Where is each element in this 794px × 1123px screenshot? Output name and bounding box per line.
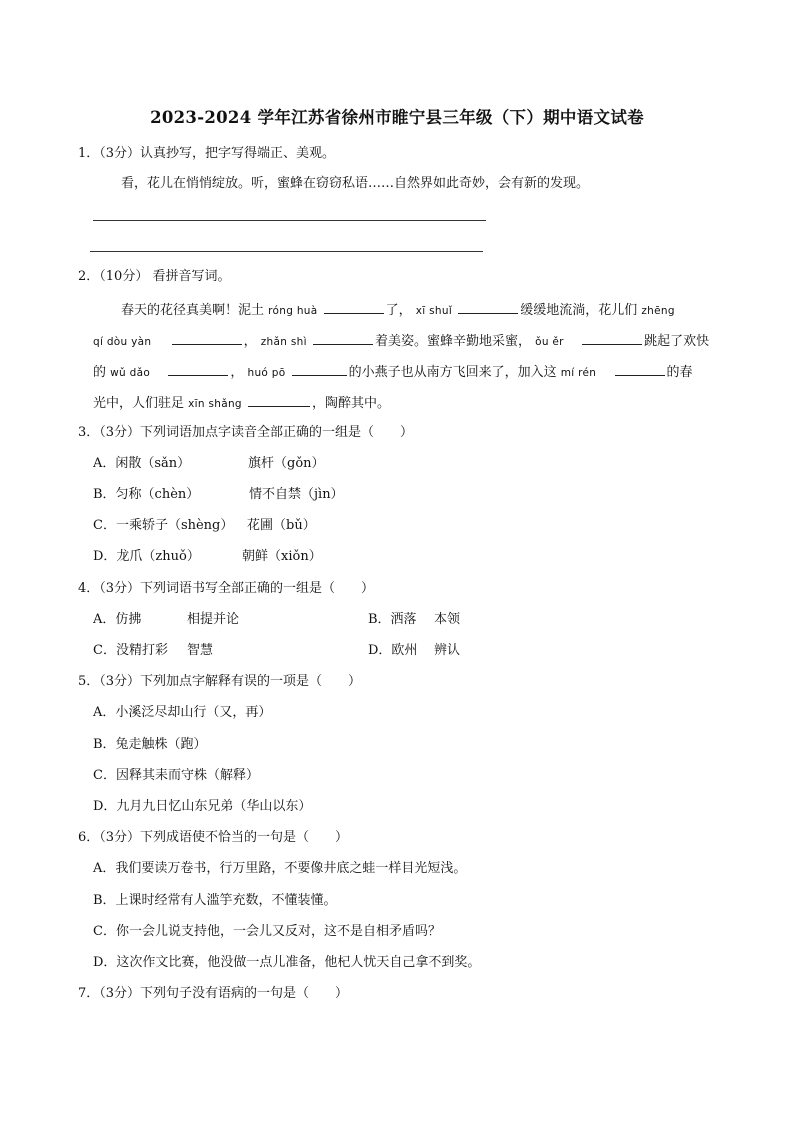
q6-stem: 6．（3分）下列成语使不恰当的一句是（ ） (78, 830, 349, 845)
q6-option-a[interactable]: A．我们要读万卷书，行万里路，不要像井底之蛙一样目光短浅。 (93, 861, 467, 876)
q3-option-d[interactable]: D．龙爪（zhuǒ） 朝鲜（xiǒn） (93, 549, 322, 564)
q3-option-a[interactable]: A．闲散（sǎn） 旗杆（gǒn） (93, 456, 325, 471)
pinyin: róng huà (268, 305, 318, 317)
q5-option-a[interactable]: A．小溪泛尽却山行（又，再） (93, 705, 272, 720)
q4-option-d[interactable]: D．欧州 辨认 (368, 643, 461, 658)
exam-title: 2023-2024 学年江苏省徐州市睢宁县三年级（下）期中语文试卷 (150, 108, 644, 127)
q2-line-2: qí dòu yàn ， zhǎn shì 着美姿。蜜蜂辛勤地采蜜， ǒu ěr 跳起了欢快 (93, 330, 709, 351)
q5-option-c[interactable]: C．因释其耒而守株（解释） (93, 768, 259, 783)
answer-blank[interactable] (168, 361, 228, 376)
pinyin: qí dòu yàn (93, 336, 152, 348)
answer-blank[interactable] (292, 361, 347, 376)
answer-blank[interactable] (172, 330, 242, 345)
q2-line-4: 光中，人们驻足 xīn shǎng ，陶醉其中。 (93, 392, 390, 413)
pinyin: ǒu ěr (535, 336, 564, 348)
q3-option-c[interactable]: C．一乘轿子（shèng） 花圃（bǔ） (93, 518, 316, 533)
q2-line-3: 的 wǔ dǎo ， huó pō 的小燕子也从南方飞回来了，加入这 mí rén 的春 (93, 361, 693, 382)
q1-stem: 1．（3分）认真抄写，把字写得端正、美观。 (78, 146, 336, 161)
q2-line-1: 春天的花径真美啊！泥土 róng huà 了， xī shuǐ 缓缓地流淌，花儿们 zhēng (121, 299, 675, 320)
q1-passage: 看，花儿在悄悄绽放。听，蜜蜂在窃窃私语……自然界如此奇妙，会有新的发现。 (121, 176, 590, 191)
q5-stem: 5．（3分）下列加点字解释有误的一项是（ ） (78, 674, 362, 689)
q1-writing-line-2 (90, 251, 483, 252)
q7-stem: 7．（3分）下列句子没有语病的一句是（ ） (78, 986, 349, 1001)
q6-option-d[interactable]: D．这次作文比赛，他没做一点儿准备，他杞人忧天自己拿不到奖。 (93, 955, 481, 970)
answer-blank[interactable] (248, 392, 310, 407)
answer-blank[interactable] (324, 299, 384, 314)
pinyin: mí rén (560, 367, 597, 379)
q1-writing-line-1 (93, 220, 486, 221)
q4-option-a[interactable]: A．仿拂 相提并论 (93, 612, 240, 627)
q4-option-c[interactable]: C．没精打彩 智慧 (93, 643, 214, 658)
pinyin: zhǎn shì (260, 336, 307, 348)
q2-stem: 2．（10分） 看拼音写词。 (78, 269, 231, 284)
q5-option-d[interactable]: D．九月九日忆山东兄弟（华山以东） (93, 799, 312, 814)
q4-stem: 4．（3分）下列词语书写全部正确的一组是（ ） (78, 581, 375, 596)
pinyin: xīn shǎng (188, 398, 242, 410)
answer-blank[interactable] (582, 330, 642, 345)
pinyin: wǔ dǎo (110, 367, 151, 379)
q4-option-b[interactable]: B．洒落 本领 (368, 612, 461, 627)
pinyin: xī shuǐ (415, 305, 453, 317)
pinyin: huó pō (247, 367, 286, 379)
q3-stem: 3．（3分）下列词语加点字读音全部正确的一组是（ ） (78, 425, 414, 440)
answer-blank[interactable] (313, 330, 373, 345)
q3-option-b[interactable]: B．匀称（chèn） 情不自禁（jìn） (93, 487, 344, 502)
answer-blank[interactable] (615, 361, 665, 376)
q6-option-b[interactable]: B．上课时经常有人滥竽充数，不懂装懂。 (93, 893, 337, 908)
answer-blank[interactable] (458, 299, 518, 314)
q5-option-b[interactable]: B．兔走触株（跑） (93, 737, 207, 752)
q6-option-c[interactable]: C．你一会儿说支持他，一会儿又反对，这不是自相矛盾吗？ (93, 924, 441, 939)
pinyin: zhēng (641, 305, 675, 317)
